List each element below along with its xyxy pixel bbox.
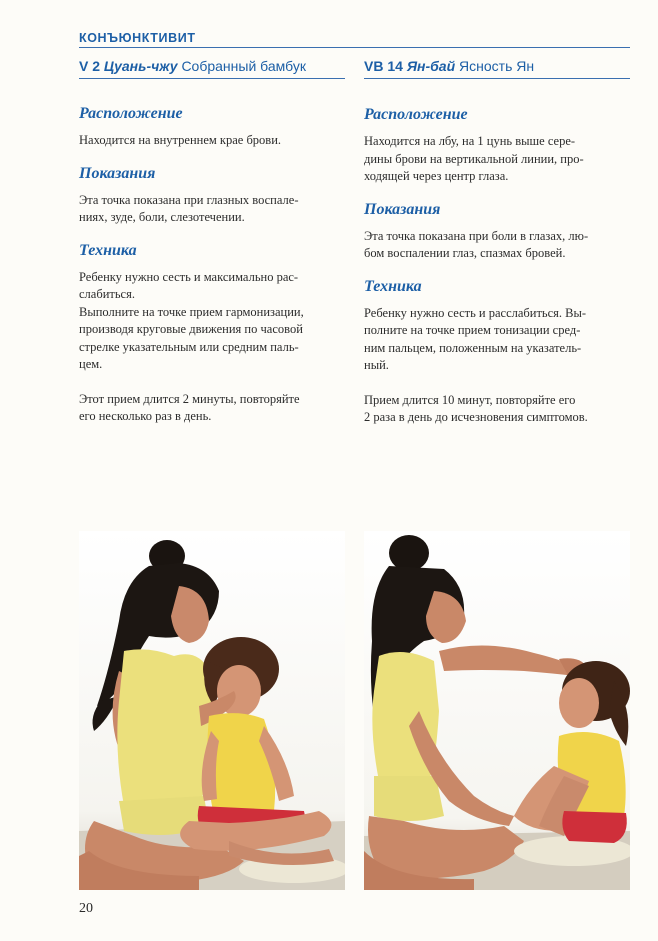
technique-text: Ребенку нужно сесть и максимально рас- слабиться. Выполните на точке прием гармонизации, производя круговые движения по часовой стрелке указательным или средним паль- цем.	[79, 269, 304, 371]
point-name: Цуань-чжу	[103, 58, 178, 74]
point-name: Ян-бай	[406, 58, 456, 74]
photo-vb14-technique	[364, 531, 630, 890]
photo-v2-technique	[79, 531, 345, 890]
section-heading-location: Расположение	[364, 106, 468, 123]
point-translation: Ясность Ян	[459, 58, 535, 74]
duration-text: Этот прием длится 2 минуты, повторяйте его несколько раз в день.	[79, 391, 300, 423]
point-title-vb14	[364, 58, 630, 79]
section-heading-location: Расположение	[79, 105, 183, 122]
section-heading-technique: Техника	[79, 241, 137, 259]
point-title-v2	[79, 58, 345, 79]
running-head: КОНЪЮНКТИВИТ	[79, 31, 196, 45]
point-code: V 2	[79, 58, 101, 74]
location-text: Находится на лбу, на 1 цунь выше сере- дины брови на вертикальной линии, про- ходящей через центр глаза.	[364, 134, 584, 183]
technique-text: Ребенку нужно сесть и расслабиться. Вы- полните на точке прием тонизации сред- ним пальцем, положенным на указатель- ный.	[364, 305, 587, 372]
location-text: Находится на внутреннем крае брови.	[79, 133, 282, 147]
paragraph-gap	[364, 375, 630, 392]
indications-text: Эта точка показана при боли в глазах, лю- бом воспалении глаз, спазмах бровей.	[364, 228, 589, 260]
section-heading-indications: Показания	[364, 200, 441, 218]
paragraph-gap	[79, 374, 345, 391]
duration-text: Прием длится 10 минут, повторяйте его 2 раза в день до исчезновения симптомов.	[364, 392, 588, 424]
point-vb14-column	[364, 58, 630, 427]
point-code: VB 14	[364, 58, 403, 74]
indications-text: Эта точка показана при глазных воспале- ниях, зуде, боли, слезотечении.	[79, 192, 299, 224]
section-heading-technique: Техника	[364, 277, 422, 295]
section-heading-indications: Показания	[79, 164, 156, 182]
page-number: 20	[79, 901, 93, 916]
point-v2-column	[79, 58, 345, 426]
header-rule	[79, 47, 630, 48]
point-translation: Собранный бамбук	[181, 58, 306, 74]
